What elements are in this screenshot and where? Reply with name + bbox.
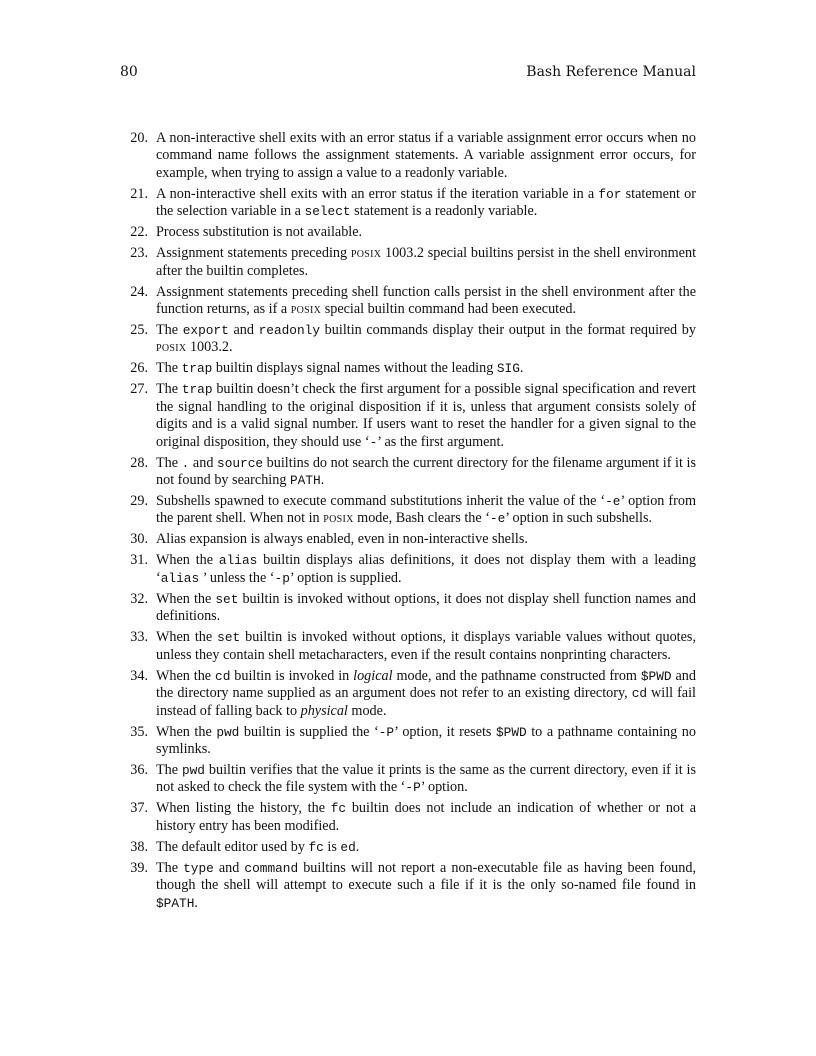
list-item-text [156, 224, 696, 241]
list-item [120, 860, 696, 912]
list-item-gap [148, 591, 156, 626]
text-run: The [156, 381, 182, 398]
list-item-text [156, 860, 696, 912]
list-item-number: 21. [130, 185, 148, 202]
list-item-gap [148, 245, 156, 280]
text-run: builtin is invoked without options, it does not display shell function names and definitions. [156, 590, 696, 625]
inline-code: . [181, 455, 190, 471]
list-item [120, 493, 696, 528]
inline-code: select [304, 204, 351, 220]
list-item-text [156, 629, 696, 664]
text-run: The default editor used by [156, 838, 309, 855]
text-run: ’ unless the ‘ [199, 569, 275, 586]
text-run: The [156, 761, 182, 778]
text-run: and the directory name supplied as an argument does not refer to an existing directory, [156, 667, 696, 702]
inline-code: fc [308, 839, 324, 855]
list-item-text [156, 668, 696, 720]
text-run: to a pathname containing no symlinks. [156, 723, 696, 757]
text-run: mode, and the pathname constructed from [392, 667, 641, 684]
list-item-gap [148, 284, 156, 319]
text-run: When the [156, 667, 216, 684]
list-item [120, 591, 696, 626]
list-item-text [156, 493, 696, 528]
small-caps-term: posix [323, 510, 354, 527]
inline-code: -P [405, 780, 421, 796]
text-run: mode, Bash clears the ‘ [353, 510, 490, 527]
running-title: Bash Reference Manual [526, 64, 696, 80]
small-caps-term: posix [290, 301, 322, 318]
text-run: . [355, 838, 360, 855]
text-run: When the [156, 723, 217, 740]
list-item-text [156, 455, 696, 490]
list-item-number: 39. [130, 859, 148, 876]
text-run: builtin does not include an indication of whether or not a history entry has been modified. [156, 800, 696, 834]
list-item [120, 762, 696, 797]
inline-code: cd [631, 686, 648, 702]
inline-code: alias [160, 570, 200, 586]
text-run: The [156, 360, 182, 377]
list-item-number: 23. [130, 245, 148, 262]
list-item-number: 25. [130, 322, 148, 339]
text-run: Subshells spawned to execute command substitutions inherit the value of the ‘ [156, 493, 606, 510]
inline-code: readonly [258, 323, 321, 339]
text-run: Assignment statements preceding shell function calls persist in the shell environment after the function returns, as if a [156, 283, 696, 318]
list-item [120, 322, 696, 357]
text-run: and [213, 859, 245, 876]
text-run: statement or the selection variable in a [156, 185, 697, 220]
list-item-number: 31. [130, 552, 148, 569]
list-item-text [156, 591, 696, 626]
list-item-number: 20. [130, 130, 148, 146]
list-item-gap [148, 860, 156, 912]
inline-code: set [215, 591, 239, 607]
list-item-text [156, 360, 696, 377]
inline-code: $PWD [640, 668, 672, 684]
inline-code: trap [181, 361, 213, 377]
list-item-number: 36. [130, 761, 148, 778]
list-item-text [156, 381, 696, 451]
text-run: and [228, 322, 259, 339]
text-run: builtin displays alias definitions, it does not display them with a leading ‘ [156, 552, 696, 586]
inline-code: pwd [181, 762, 205, 778]
text-run: builtin is invoked in [230, 667, 354, 684]
text-run: builtin is supplied the ‘ [239, 723, 379, 740]
list-item [120, 455, 696, 490]
text-run: . [320, 472, 325, 489]
list-item [120, 839, 696, 856]
list-item-gap [148, 762, 156, 797]
list-item-text [156, 800, 696, 835]
list-item-number: 28. [130, 454, 148, 471]
list-item-number: 29. [130, 493, 148, 510]
text-run: The [156, 454, 182, 471]
text-run: builtin is invoked without options, it displays variable values without quotes, unless they contain shell metacharacters, even if the result contains nonprinting characters. [156, 629, 696, 663]
text-run: When the [156, 552, 219, 569]
inline-code: $PWD [495, 724, 527, 740]
text-run: ’ option from the parent shell. When not in [156, 493, 696, 527]
list-item-text [156, 839, 696, 856]
list-item-gap [148, 629, 156, 664]
text-run: A non-interactive shell exits with an error status if the iteration variable in a [156, 185, 599, 202]
list-item-text [156, 531, 696, 548]
list-item-number: 22. [130, 224, 148, 241]
list-item-gap [148, 130, 156, 182]
list-item-gap [148, 800, 156, 835]
posix-mode-list [120, 130, 696, 916]
list-item-gap [148, 322, 156, 357]
inline-code: -e [489, 511, 506, 527]
inline-code: -p [274, 570, 290, 586]
list-item [120, 284, 696, 319]
list-item-number: 27. [130, 381, 148, 398]
list-item [120, 552, 696, 587]
list-item [120, 531, 696, 548]
text-run: builtins do not search the current directory for the filename argument if it is not found by searching [156, 454, 696, 489]
text-run: and [189, 454, 218, 471]
inline-code: ed [340, 839, 356, 855]
list-item [120, 224, 696, 241]
list-item [120, 381, 696, 451]
text-run: When listing the history, the [156, 800, 331, 817]
list-item [120, 186, 696, 221]
text-run: . [519, 360, 524, 377]
emphasis: physical [300, 702, 348, 719]
inline-code: SIG [496, 361, 520, 377]
text-run: ’ option is supplied. [289, 569, 402, 586]
text-run: A non-interactive shell exits with an error status if a variable assignment error occurs when no command name follows the assignment statements. A variable assignment error occurs, for example, when trying to assign a value to a readonly variable. [156, 130, 696, 181]
inline-code: set [217, 630, 241, 646]
list-item-gap [148, 531, 156, 548]
list-item-number: 24. [130, 283, 148, 300]
text-run: 1003.2 special builtins persist in the shell environment after the builtin completes. [156, 245, 697, 279]
inline-code: export [182, 323, 229, 339]
inline-code: -e [605, 494, 621, 510]
inline-code: source [217, 455, 264, 471]
text-run: ’ option, it resets [394, 723, 496, 740]
list-item [120, 668, 696, 720]
inline-code: for [598, 186, 622, 202]
list-item-number: 33. [130, 629, 148, 646]
list-item-text [156, 552, 696, 587]
list-item-gap [148, 839, 156, 856]
page-header [120, 64, 696, 82]
list-item-gap [148, 668, 156, 720]
inline-code: fc [330, 801, 347, 817]
list-item-number: 38. [130, 838, 148, 855]
small-caps-term: posix [350, 245, 382, 262]
text-run: The [156, 322, 183, 339]
text-run: When the [156, 590, 216, 607]
list-item-number: 30. [130, 531, 148, 548]
list-item-gap [148, 360, 156, 377]
list-item [120, 800, 696, 835]
text-run: special builtin command had been executed. [321, 301, 577, 318]
text-run: builtin verifies that the value it prints is the same as the current directory, even if it is not asked to check the file system with the ‘ [156, 761, 696, 796]
text-run: builtins will not report a non-executable file as having been found, though the shell will attempt to execute such a file if it is the only so-named file found in [156, 859, 696, 894]
list-item-number: 35. [130, 723, 148, 740]
text-run: is [323, 838, 341, 855]
text-run: ’ option in such subshells. [505, 510, 653, 527]
text-run: Process substitution is not available. [156, 224, 363, 241]
small-caps-term: posix [156, 339, 187, 356]
emphasis: logical [353, 667, 393, 684]
text-run: builtin displays signal names without the leading [212, 360, 497, 377]
list-item-number: 37. [130, 800, 148, 817]
text-run: 1003.2. [186, 339, 233, 356]
list-item-text [156, 186, 696, 221]
list-item-gap [148, 493, 156, 528]
list-item-gap [148, 455, 156, 490]
text-run: ’ option. [420, 779, 468, 796]
list-item-gap [148, 552, 156, 587]
inline-code: $PATH [156, 895, 195, 911]
list-item-gap [148, 381, 156, 451]
list-item-gap [148, 724, 156, 759]
inline-code: PATH [289, 473, 321, 489]
list-item-text [156, 762, 696, 797]
list-item-text [156, 284, 696, 319]
inline-code: type [183, 860, 214, 876]
list-item-number: 26. [130, 360, 148, 377]
list-item [120, 629, 696, 664]
inline-code: - [369, 434, 378, 450]
list-item-gap [148, 186, 156, 221]
list-item-text [156, 245, 696, 280]
list-item-text [156, 724, 696, 759]
list-item-text [156, 130, 696, 182]
inline-code: -P [378, 724, 395, 740]
text-run: builtin commands display their output in the format required by [320, 322, 696, 339]
text-run: will fail instead of falling back to [156, 685, 696, 719]
text-run: Assignment statements preceding [156, 245, 351, 262]
inline-code: command [244, 860, 299, 876]
text-run: mode. [347, 702, 387, 719]
text-run: builtin doesn’t check the first argument for a possible signal specification and revert the signal handling to the original disposition if it is, unless that argument consists solely of digits and is a valid signal number. If users want to reset the handler for a given signal to the original disposition, they should use ‘ [156, 381, 696, 450]
text-run: Alias expansion is always enabled, even in non-interactive shells. [156, 531, 528, 548]
text-run: . [194, 894, 198, 911]
inline-code: trap [181, 382, 213, 398]
list-item [120, 724, 696, 759]
list-item [120, 130, 696, 182]
inline-code: alias [218, 553, 258, 569]
list-item-number: 32. [130, 590, 148, 607]
list-item-text [156, 322, 696, 357]
inline-code: pwd [216, 724, 240, 740]
text-run: The [156, 859, 184, 876]
page-number: 80 [120, 64, 138, 80]
list-item [120, 360, 696, 377]
list-item [120, 245, 696, 280]
text-run: When the [156, 629, 218, 646]
list-item-number: 34. [130, 667, 148, 684]
text-run: statement is a readonly variable. [350, 203, 538, 220]
list-item-gap [148, 224, 156, 241]
inline-code: cd [215, 668, 231, 684]
text-run: ’ as the first argument. [377, 433, 505, 450]
